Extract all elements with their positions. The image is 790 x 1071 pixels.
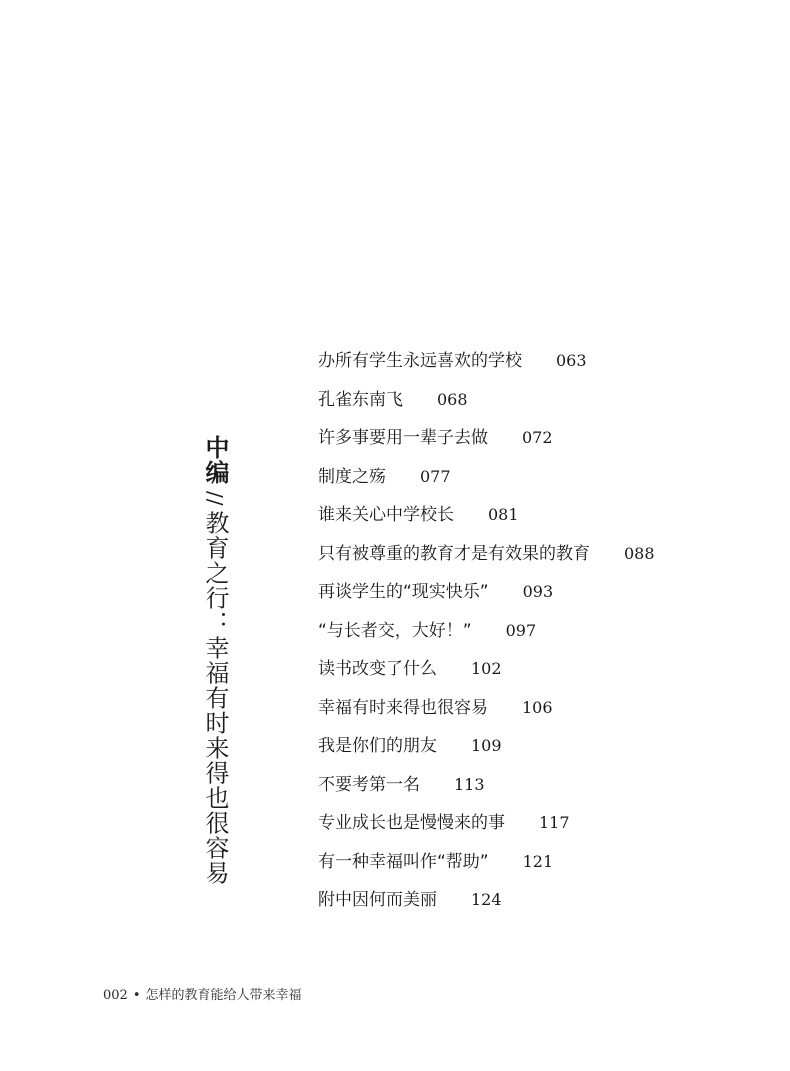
- toc-entry[interactable]: [318, 614, 655, 653]
- toc-entry[interactable]: [318, 383, 655, 422]
- toc-entry-title: 孔雀东南飞: [318, 389, 403, 410]
- toc-entry-page: 113: [454, 774, 485, 794]
- toc-entry-page: 072: [522, 428, 553, 447]
- toc-entry-title: “与长者交，大好！”: [318, 620, 472, 641]
- toc-entry-page: 109: [471, 736, 502, 755]
- toc-entry[interactable]: [318, 537, 655, 576]
- toc-entry-title: 谁来关心中学校长: [318, 505, 454, 525]
- toc-entry-page: 124: [471, 890, 502, 909]
- toc-entry-title: 专业成长也是慢慢来的事: [318, 813, 505, 833]
- toc-entry-page: 088: [624, 543, 655, 563]
- footer-page-number: 002: [103, 988, 128, 1003]
- toc-entry-title: 制度之殇: [318, 466, 386, 487]
- toc-entry-page: 121: [522, 851, 554, 871]
- toc-entry[interactable]: [318, 652, 655, 691]
- section-heading: [198, 435, 232, 885]
- toc-entry[interactable]: [318, 845, 655, 884]
- toc-entry[interactable]: [318, 421, 655, 460]
- toc-entry[interactable]: [318, 344, 655, 383]
- toc-entry-title: 只有被尊重的教育才是有效果的教育: [318, 543, 590, 564]
- toc-entry-title: 附中因何而美丽: [318, 890, 437, 910]
- toc-entry-page: 077: [420, 466, 451, 486]
- toc-entry-title: 再谈学生的“现实快乐”: [318, 582, 489, 602]
- table-of-contents: [318, 344, 655, 922]
- toc-entry-title: 不要考第一名: [318, 774, 420, 795]
- footer-bullet: •: [132, 988, 141, 1003]
- toc-entry[interactable]: [318, 806, 655, 845]
- section-name: 教育之行：幸福有时来得也很容易: [201, 510, 229, 886]
- toc-entry-title: 幸福有时来得也很容易: [318, 697, 488, 718]
- toc-entry[interactable]: [318, 729, 655, 768]
- section-part-label: 中编: [201, 435, 229, 485]
- toc-entry-title: 读书改变了什么: [318, 659, 437, 679]
- toc-entry-page: 102: [471, 659, 502, 678]
- toc-entry-page: 081: [488, 505, 519, 524]
- footer-book-title: 怎样的教育能给人带来幸福: [145, 988, 302, 1003]
- toc-entry-title: 有一种幸福叫作“帮助”: [318, 851, 489, 872]
- toc-entry[interactable]: [318, 768, 655, 807]
- toc-entry[interactable]: [318, 498, 655, 537]
- toc-entry-page: 068: [437, 389, 468, 409]
- toc-entry[interactable]: [318, 691, 655, 730]
- toc-entry[interactable]: [318, 460, 655, 499]
- toc-entry-page: 063: [556, 351, 587, 370]
- toc-entry-title: 我是你们的朋友: [318, 736, 437, 756]
- toc-entry-title: 办所有学生永远喜欢的学校: [318, 351, 522, 371]
- toc-entry-title: 许多事要用一辈子去做: [318, 428, 488, 448]
- section-separator: //: [203, 491, 227, 507]
- toc-entry-page: 097: [505, 620, 537, 640]
- toc-entry-page: 093: [522, 582, 554, 601]
- toc-entry[interactable]: [318, 575, 655, 614]
- toc-entry[interactable]: [318, 883, 655, 922]
- toc-entry-page: 117: [539, 813, 570, 832]
- toc-entry-page: 106: [522, 697, 553, 717]
- page-footer: [103, 987, 302, 1005]
